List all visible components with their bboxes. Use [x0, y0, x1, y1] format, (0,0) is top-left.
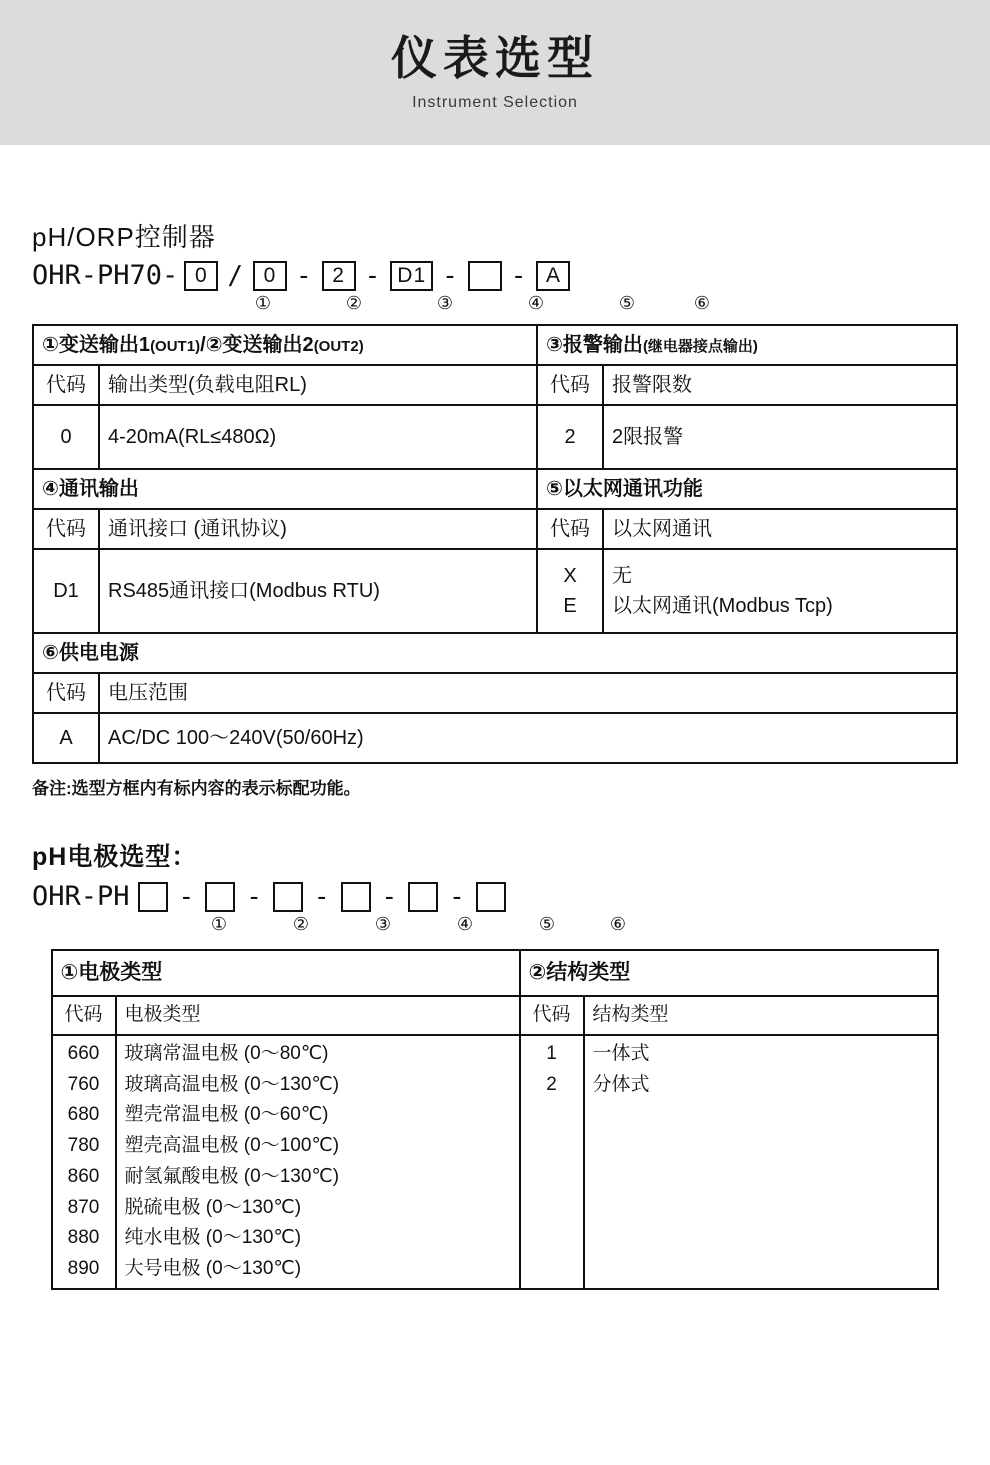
cell-out-code-label: 代码	[33, 365, 99, 405]
electrode-separator-2: -	[246, 881, 262, 912]
model-prefix: OHR-PH70-	[32, 260, 179, 291]
electrode-marker-4: ④	[456, 914, 474, 934]
marker-6: ⑥	[693, 293, 711, 313]
list-item: 玻璃高温电极 (0～130℃)	[124, 1073, 340, 1095]
list-item: 纯水电极 (0～130℃)	[124, 1227, 302, 1249]
cell-comm-value: RS485通讯接口(Modbus RTU)	[99, 549, 537, 633]
list-item: 780	[67, 1135, 100, 1157]
cell-electrode-type-label: 电极类型	[116, 996, 520, 1035]
list-item: 860	[67, 1165, 100, 1187]
header-out1-sub: (OUT1)	[150, 338, 201, 355]
electrode-value-list	[125, 1039, 511, 1285]
banner-title: 仪表选型	[391, 32, 599, 85]
electrode-code-box-6	[476, 882, 506, 912]
electrode-separator-3: -	[313, 881, 330, 912]
electrode-code-list	[61, 1039, 107, 1285]
electrode-section-title: pH电极选型：	[32, 843, 198, 871]
list-item: 880	[67, 1227, 100, 1249]
cell-comm-code-label: 代码	[33, 509, 99, 549]
cell-out-value: 4-20mA(RL≤480Ω)	[99, 405, 537, 469]
code-box-1: 0	[184, 261, 218, 291]
code-box-2: 0	[253, 261, 287, 291]
controller-lead: pH/ORP控制器	[32, 222, 216, 252]
cell-electrode-code-label: 代码	[52, 996, 116, 1035]
electrode-prefix: OHR-PH	[32, 881, 130, 912]
list-item: 塑壳高温电极 (0～100℃)	[124, 1135, 340, 1157]
header-comm-output: ④通讯输出	[33, 469, 537, 509]
marker-4: ④	[527, 293, 545, 313]
marker-1: ①	[254, 293, 272, 313]
controller-model-code	[32, 260, 958, 291]
cell-out-type-label: 输出类型(负载电阻RL)	[99, 365, 537, 405]
table-row	[33, 713, 957, 763]
table-row	[33, 549, 957, 633]
table-row	[33, 365, 957, 405]
cell-alarm-value: 2限报警	[603, 405, 957, 469]
list-item: 脱硫电极 (0～130℃)	[124, 1196, 302, 1218]
table-row	[33, 509, 957, 549]
cell-struct-codes	[520, 1035, 584, 1289]
list-item: 塑壳常温电极 (0～60℃)	[124, 1104, 329, 1126]
header-out1-label: ①变送输出1	[42, 334, 151, 356]
header-ethernet: ⑤以太网通讯功能	[537, 469, 957, 509]
table-row	[33, 469, 957, 509]
electrode-code-box-5	[408, 882, 438, 912]
electrode-spec-table	[51, 949, 940, 1290]
struct-code-list	[529, 1039, 575, 1101]
list-item: 耐氢氟酸电极 (0～130℃)	[124, 1165, 340, 1187]
list-item: 680	[67, 1104, 100, 1126]
cell-alarm-type-label: 报警限数	[603, 365, 957, 405]
cell-alarm-code: 2	[537, 405, 603, 469]
page-content	[0, 217, 990, 1290]
code-box-5	[468, 261, 502, 291]
electrode-separator-1: -	[178, 881, 195, 912]
header-out2-sub: (OUT2)	[313, 338, 364, 355]
marker-3: ③	[436, 293, 454, 313]
cell-eth-type-label: 以太网通讯	[603, 509, 957, 549]
list-item: 660	[67, 1042, 100, 1064]
electrode-separator-5: -	[449, 881, 465, 912]
list-item: 2	[546, 1073, 557, 1095]
marker-5: ⑤	[618, 293, 636, 313]
electrode-code-box-2	[205, 882, 235, 912]
header-power-supply: ⑥供电电源	[33, 633, 957, 673]
electrode-marker-2: ②	[292, 914, 310, 934]
header-structure-type: ②结构类型	[520, 950, 939, 996]
banner-subtitle: Instrument Selection	[412, 93, 578, 111]
cell-eth-codes	[537, 549, 603, 633]
code-box-6: A	[536, 261, 570, 291]
header-alarm-output	[537, 325, 957, 365]
model-separator-2: -	[295, 260, 313, 291]
table-row	[52, 950, 939, 996]
code-box-4: D1	[390, 261, 433, 291]
electrode-code-box-1	[138, 882, 168, 912]
cell-power-type-label: 电压范围	[99, 673, 957, 713]
eth-value-1: 无	[612, 565, 632, 587]
table-row	[33, 673, 957, 713]
cell-struct-code-label: 代码	[520, 996, 584, 1035]
electrode-marker-6: ⑥	[609, 914, 627, 934]
eth-value-2: 以太网通讯(Modbus Tcp)	[612, 595, 833, 617]
struct-value-list	[593, 1039, 930, 1101]
header-alarm-sub: (继电器接点输出)	[642, 338, 758, 355]
header-out2-label: /②变送输出2	[200, 334, 314, 356]
table-row	[52, 996, 939, 1035]
page-banner	[0, 0, 990, 145]
electrode-markers	[32, 914, 958, 935]
electrode-model-code	[32, 881, 958, 912]
cell-eth-values	[603, 549, 957, 633]
remark-text: 备注:选型方框内有标内容的表示标配功能。	[32, 779, 361, 798]
electrode-marker-1: ①	[210, 914, 228, 934]
list-item: 分体式	[592, 1073, 650, 1095]
eth-code-2: E	[563, 595, 577, 617]
list-item: 1	[546, 1042, 557, 1064]
model-separator-1: /	[227, 260, 244, 291]
cell-comm-type-label: 通讯接口 (通讯协议)	[99, 509, 537, 549]
electrode-marker-3: ③	[374, 914, 392, 934]
header-electrode-type: ①电极类型	[52, 950, 520, 996]
table-row	[33, 633, 957, 673]
list-item: 870	[67, 1196, 100, 1218]
header-transmit-output	[33, 325, 537, 365]
list-item: 大号电极 (0～130℃)	[124, 1258, 302, 1280]
electrode-code-box-4	[341, 882, 371, 912]
table-row	[52, 1035, 939, 1289]
cell-eth-code-label: 代码	[537, 509, 603, 549]
cell-out-code: 0	[33, 405, 99, 469]
controller-markers	[32, 293, 958, 314]
code-box-3: 2	[322, 261, 356, 291]
cell-struct-values	[584, 1035, 939, 1289]
controller-spec-table	[32, 324, 958, 764]
table-row	[33, 405, 957, 469]
cell-alarm-code-label: 代码	[537, 365, 603, 405]
cell-comm-code: D1	[33, 549, 99, 633]
electrode-code-box-3	[273, 882, 303, 912]
marker-2: ②	[345, 293, 363, 313]
list-item: 一体式	[592, 1042, 650, 1064]
cell-power-code-label: 代码	[33, 673, 99, 713]
model-separator-4: -	[442, 260, 459, 291]
electrode-separator-4: -	[381, 881, 398, 912]
electrode-marker-5: ⑤	[538, 914, 556, 934]
list-item: 890	[67, 1258, 100, 1280]
model-separator-5: -	[510, 260, 528, 291]
cell-electrode-values	[116, 1035, 520, 1289]
cell-power-value: AC/DC 100～240V(50/60Hz)	[99, 713, 957, 763]
model-separator-3: -	[364, 260, 382, 291]
list-item: 760	[67, 1073, 100, 1095]
cell-power-code: A	[33, 713, 99, 763]
table-row	[33, 325, 957, 365]
cell-electrode-codes	[52, 1035, 116, 1289]
header-alarm-label: ③报警输出	[546, 334, 643, 356]
cell-struct-label: 结构类型	[584, 996, 939, 1035]
eth-code-1: X	[563, 565, 577, 587]
list-item: 玻璃常温电极 (0～80℃)	[124, 1042, 329, 1064]
